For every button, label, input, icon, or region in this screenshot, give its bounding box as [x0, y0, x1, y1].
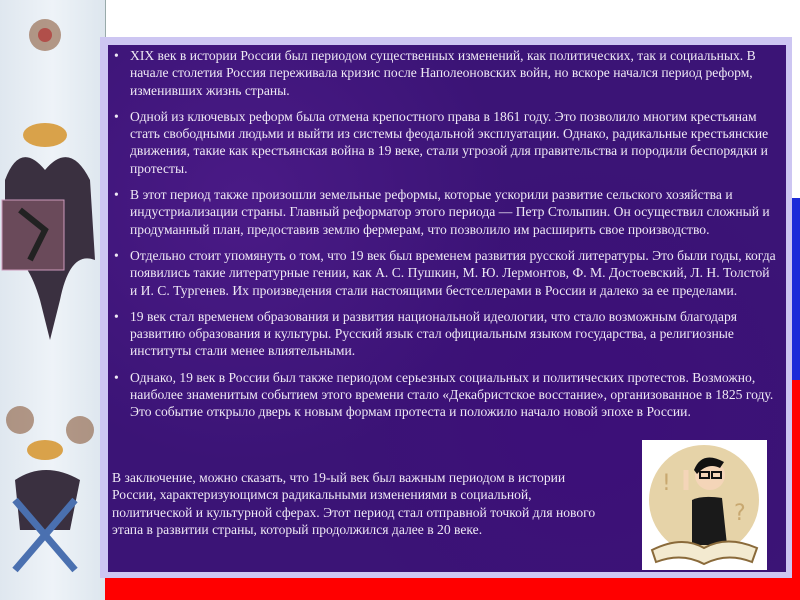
bullet-item: • В этот период также произошли земельные реформы, которые ускорили развитие сельского хозяйства и индустриализации страны. Главный реформатор этого периода — Петр Столыпин. Он осуществил сложный и продуманный план, предоставив землю фермерам, что позволило им расширить свое производство.: [108, 186, 780, 238]
svg-text:?: ?: [734, 501, 746, 526]
bullet-list: [108, 47, 780, 430]
thinking-student-illustration: [642, 440, 767, 570]
bullet-item: • Одной из ключевых реформ была отмена крепостного права в 1861 году. Это позволило многим крестьянам стать свободными людьми и выйти из системы феодальной эксплуатации. Однако, радикальные крестьянские движения, такие как крестьянская война в 19 веке, стали угрозой для правительства и породили беспорядки и протесты.: [108, 108, 780, 177]
content-panel: [108, 45, 786, 572]
conclusion-text: В заключение, можно сказать, что 19-ый век был важным периодом в истории России, характеризующимся радикальными изменениями в социальной, политической и культурной сферах. Этот период стал отправной точкой для нового этапа в развитии страны, который продолжился далее в 20 веке.: [112, 470, 596, 537]
bullet-item: • 19 век стал временем образования и развития национальной идеологии, что стало возможным благодаря развитию образования и культуры. Русский язык стал официальным языком государства, а религиозные институты стали менее влиятельными.: [108, 308, 780, 360]
bottom-red-band: [105, 578, 800, 600]
student-reading-icon: [642, 440, 767, 570]
double-headed-eagle-icon: [0, 0, 105, 600]
bullet-item: • Отдельно стоит упомянуть о том, что 19 век был временем развития русской литературы. Это были годы, когда появились такие литературные гении, как А. С. Пушкин, М. Ю. Лермонтов, Ф. М. Достоевский, Л. Н. Толстой и И. С. Тургенев. Их произведения стали настоящими бестселлерами в России и далеко за ее пределами.: [108, 247, 780, 299]
svg-text:!: !: [662, 471, 671, 496]
bullet-item: • Однако, 19 век в России был также периодом серьезных социальных и политических протестов. Возможно, наиболее знаменитым событием этого времени стало «Декабристское восстание», организованное в 1825 году. Это событие открыло дверь к новым формам протеста и положило начало новой эпохе в России.: [108, 369, 780, 421]
decorative-strip: [0, 0, 106, 600]
bullet-item: • XIX век в истории России был периодом существенных изменений, как политических, так и социальных. В начале столетия Россия переживала кризис после Наполеоновских войн, но вскоре начался период реформ, изменивших жизнь страны.: [108, 47, 780, 99]
